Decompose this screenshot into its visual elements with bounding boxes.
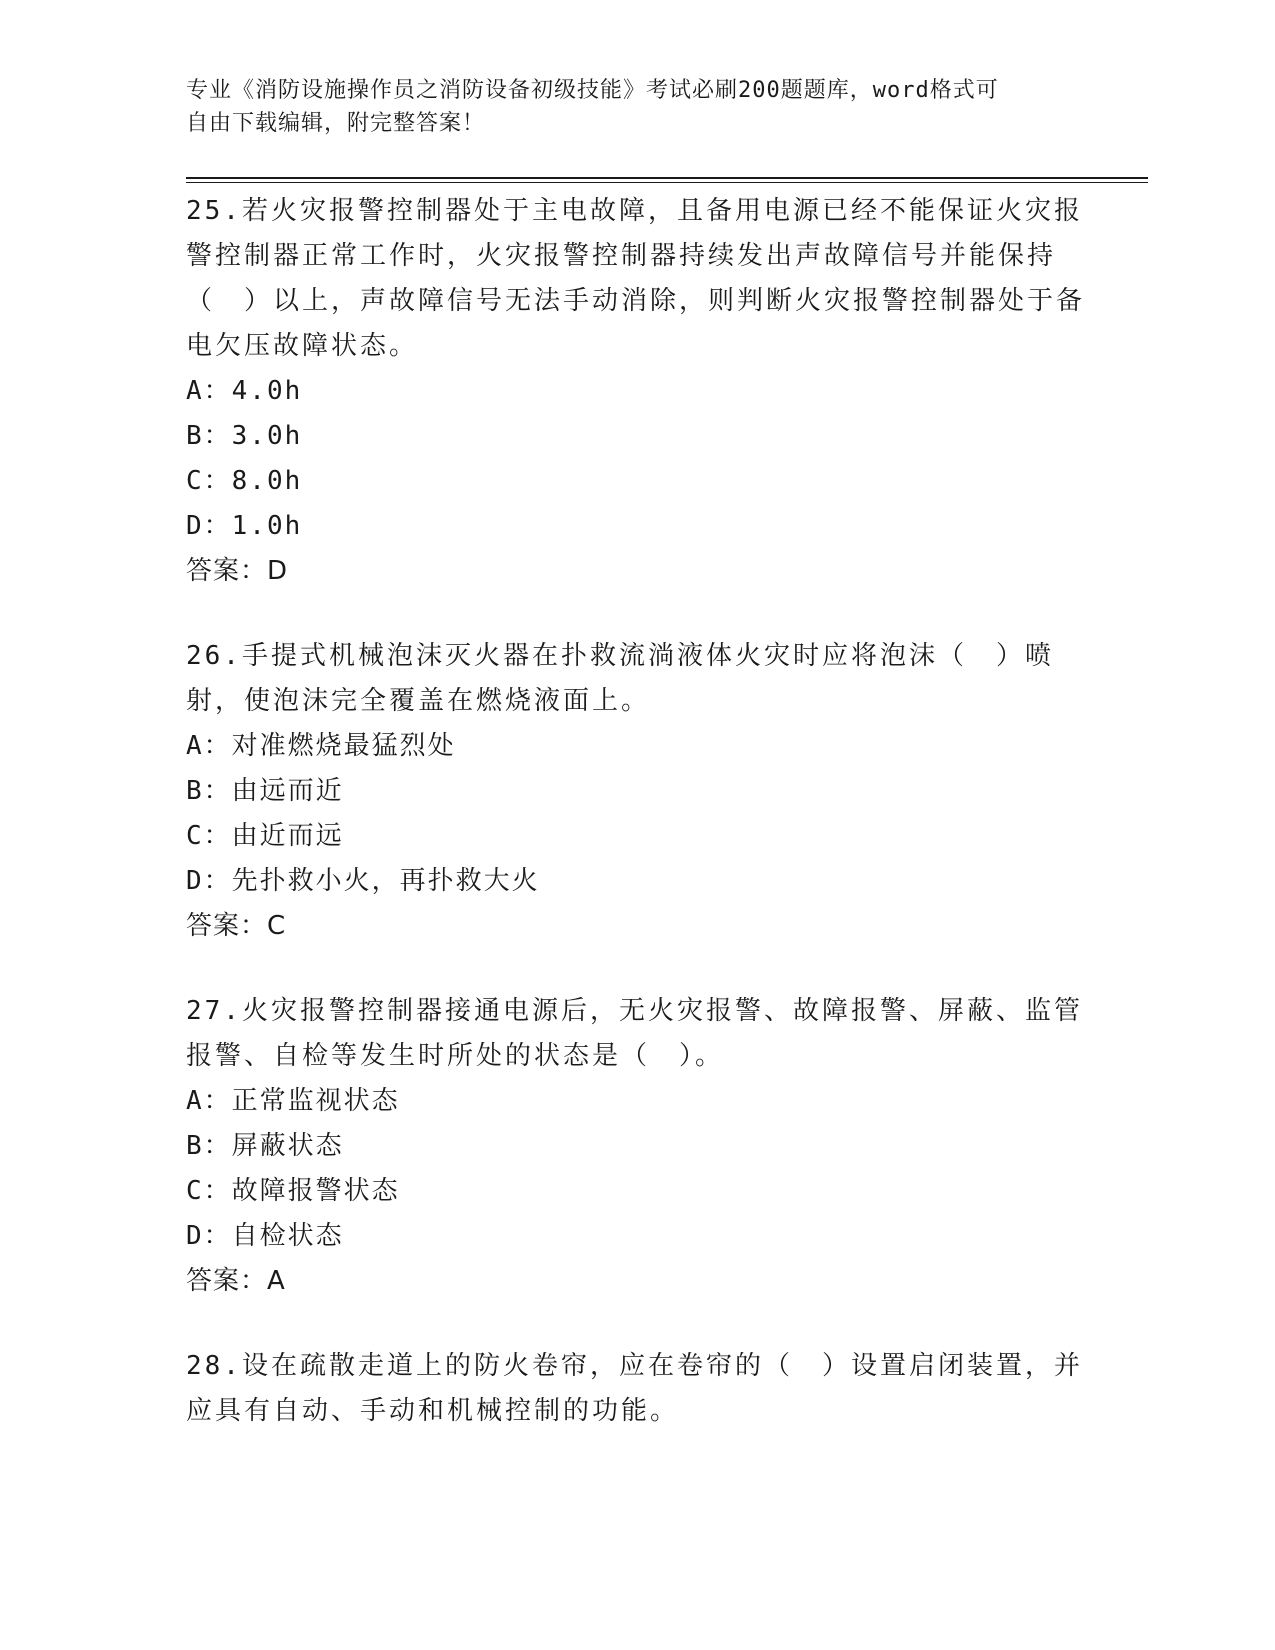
- question-stem: 26.手提式机械泡沫灭火器在扑救流淌液体火灾时应将泡沫（ ）喷射，使泡沫完全覆盖在燃烧液面上。: [186, 641, 1054, 716]
- question-stem: 27.火灾报警控制器接通电源后，无火灾报警、故障报警、屏蔽、监管报警、自检等发生时所处的状态是（ ）。: [186, 996, 1083, 1071]
- question-26: [186, 630, 1086, 949]
- option-a: A：对准燃烧最猛烈处: [186, 731, 456, 761]
- option-c: C：8.0h: [186, 466, 303, 496]
- option-c: C：故障报警状态: [186, 1176, 400, 1206]
- answer-line: 答案：C: [186, 911, 287, 941]
- document-header: [186, 74, 1066, 140]
- question-27: [186, 985, 1086, 1304]
- option-a: A：正常监视状态: [186, 1086, 400, 1116]
- question-28: [186, 1340, 1086, 1434]
- answer-line: 答案：A: [186, 1266, 286, 1296]
- option-d: D：1.0h: [186, 511, 303, 541]
- option-b: B：3.0h: [186, 421, 303, 451]
- option-c: C：由近而远: [186, 821, 344, 851]
- option-a: A：4.0h: [186, 376, 303, 406]
- question-25: [186, 185, 1086, 594]
- option-d: D：先扑救小火，再扑救大火: [186, 866, 540, 896]
- question-list: [186, 185, 1086, 1470]
- question-stem: 25.若火灾报警控制器处于主电故障，且备用电源已经不能保证火灾报警控制器正常工作时，火灾报警控制器持续发出声故障信号并能保持（ ）以上，声故障信号无法手动消除，则判断火灾报警控制器处于备电欠压故障状态。: [186, 196, 1086, 361]
- header-line-2: 自由下载编辑，附完整答案！: [186, 111, 486, 136]
- answer-line: 答案：D: [186, 556, 289, 586]
- option-b: B：由远而近: [186, 776, 344, 806]
- header-line-1: 专业《消防设施操作员之消防设备初级技能》考试必刷200题题库，word格式可: [186, 78, 999, 103]
- question-stem: 28.设在疏散走道上的防火卷帘，应在卷帘的（ ）设置启闭装置，并应具有自动、手动和机械控制的功能。: [186, 1351, 1083, 1426]
- header-divider-thin: [186, 182, 1148, 183]
- option-d: D：自检状态: [186, 1221, 344, 1251]
- option-b: B：屏蔽状态: [186, 1131, 344, 1161]
- header-divider-thick: [186, 177, 1148, 179]
